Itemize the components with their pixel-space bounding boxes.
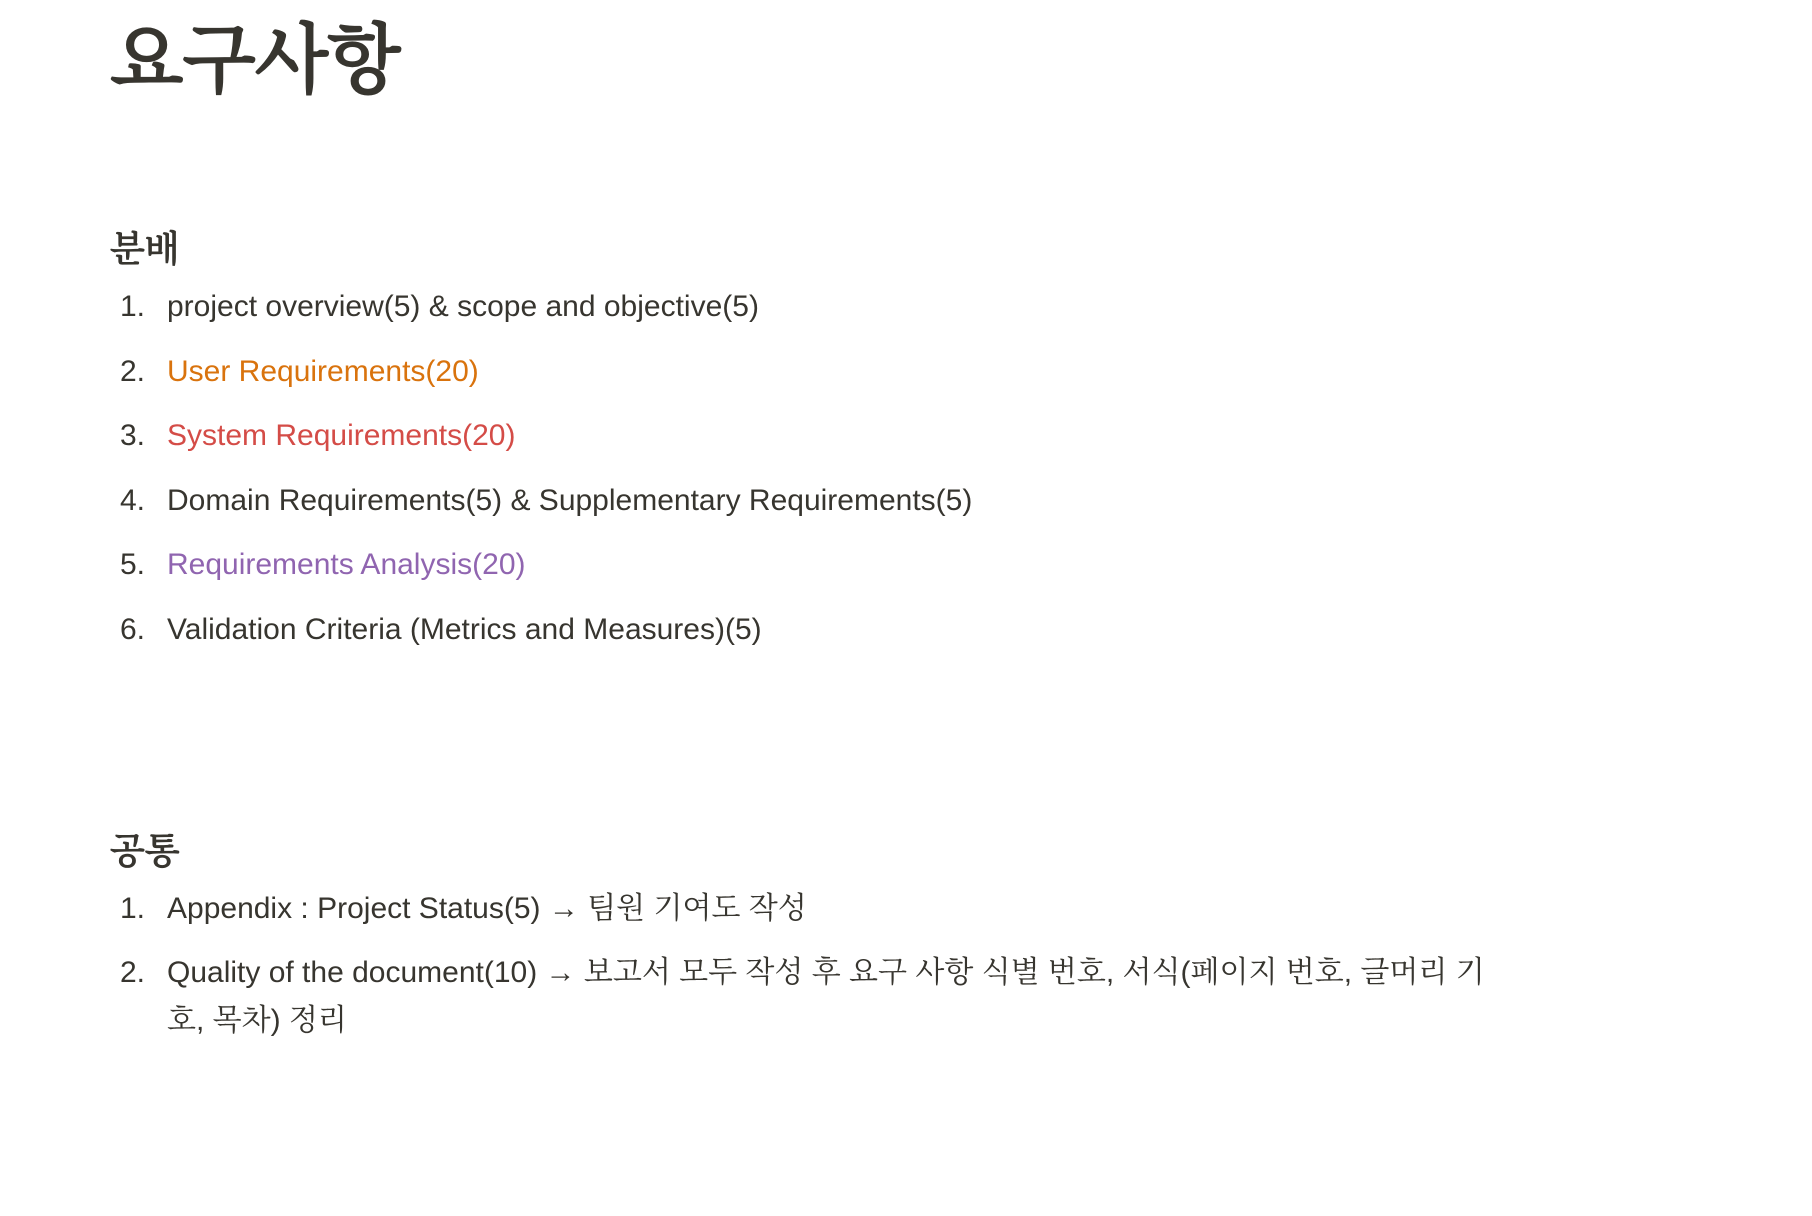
list-item[interactable] <box>110 412 1530 460</box>
list-item-text[interactable]: Quality of the document(10) → 보고서 모두 작성 후 요구 사항 식별 번호, 서식(페이지 번호, 글머리 기호, 목차) 정리 <box>167 956 1485 1038</box>
list-item-text[interactable]: System Requirements(20) <box>167 419 516 453</box>
list-item-text[interactable]: project overview(5) & scope and objective(5) <box>167 290 759 324</box>
list-item-text[interactable]: Appendix : Project Status(5) → 팀원 기여도 작성 <box>167 891 807 925</box>
page-title[interactable]: 요구사항 <box>110 15 400 104</box>
list-item[interactable] <box>110 477 1530 525</box>
document-page <box>110 0 1530 1062</box>
list-item-text[interactable]: User Requirements(20) <box>167 354 479 388</box>
section-heading-distribution[interactable]: 분배 <box>110 229 180 270</box>
list-item[interactable] <box>110 283 1530 331</box>
list-number: 6. <box>120 612 146 646</box>
list-item[interactable] <box>110 885 1530 933</box>
list-item[interactable] <box>110 348 1530 396</box>
section-heading-common[interactable]: 공통 <box>110 830 180 872</box>
list-item[interactable] <box>110 949 1530 1045</box>
list-number: 5. <box>120 548 146 582</box>
list-item-text[interactable]: Validation Criteria (Metrics and Measures)(5) <box>167 612 762 646</box>
list-item-text[interactable]: Domain Requirements(5) & Supplementary Requirements(5) <box>167 483 973 517</box>
list-number: 2. <box>120 956 146 990</box>
list-number: 2. <box>120 354 146 388</box>
distribution-list <box>110 283 1530 654</box>
list-item-text[interactable]: Requirements Analysis(20) <box>167 548 526 582</box>
list-number: 4. <box>120 483 146 517</box>
list-number: 1. <box>120 290 146 324</box>
list-item[interactable] <box>110 606 1530 654</box>
common-list <box>110 885 1530 1046</box>
list-number: 3. <box>120 419 146 453</box>
list-number: 1. <box>120 891 146 925</box>
list-item[interactable] <box>110 541 1530 589</box>
